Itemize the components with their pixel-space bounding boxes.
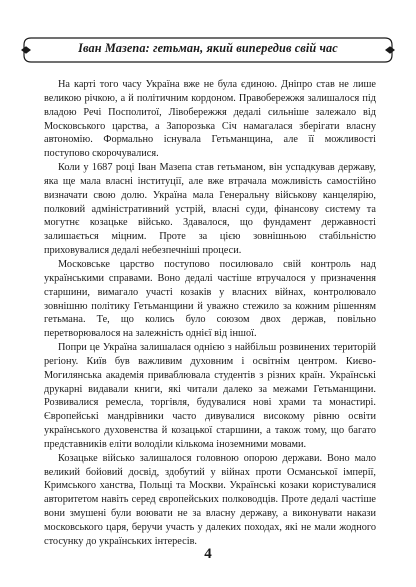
paragraph-3: Московське царство поступово посилювало свій контроль над українськими справами. Воно дедалі частіше втручалося у призначення старшини, вимагало участі козаків у власних війнах, контролювало зовнішню політику Гетьманщини й уважно стежило за кожним рішенням гетьмана. Те, що колись було союзом двох держав, повільно перетворювалося на залежність однієї від іншої. xyxy=(44,258,376,340)
paragraph-2: Коли у 1687 році Іван Мазепа став гетьманом, він успадкував державу, яка ще мала власні інституції, але вже втрачала можливість самостійно визначати свою долю. Україна мала Генеральну військову канцелярію, полковий адміністративний устрій, власні суди, фінансову систему та могутнє козацьке військо. Здавалося, що фундамент державності залишається міцним. Проте за цією зовнішньою стабільністю приховувалися дедалі небезпечніші процеси. xyxy=(44,162,376,257)
header-title: Іван Мазепа: гетьман, який випередив свій час xyxy=(78,41,338,55)
paragraph-1: На карті того часу Україна вже не була єдиною. Дніпро став не лише великою річкою, а й політичним кордоном. Правобережжя залишалося під владою Речі Посполитої, Лівобережжя дедалі сильніше залежало від Московського царства, а Запорозька Січ намагалася зберігати власну автономію. Формально існувала Гетьманщина, але її можливості поступово скорочувалися. xyxy=(44,79,376,160)
page-number: 4 xyxy=(204,546,212,562)
paragraph-4: Попри це Україна залишалася однією з найбільш розвинених територій регіону. Київ був важливим духовним і освітнім центром. Києво-Могилянська академія приваблювала студентів з різних країн. Українські друкарні видавали книги, які читали далеко за межами Гетьманщини. Розвивалися ремесла, торгівля, будувалися нові храми та монастирі. Європейські мандрівники часто дивувалися високому рівню освіти українського духовенства й козацької старшини, а також тому, що багато представників еліти володіли кількома іноземними мовами. xyxy=(44,342,376,450)
running-header xyxy=(21,35,395,65)
body-text xyxy=(44,78,376,549)
paragraph-5: Козацьке військо залишалося головною опорою держави. Воно мало великий бойовий досвід, здобутий у війнах проти Османської імперії, Кримського ханства, Польщі та Москви. Українські козаки користувалися авторитетом навіть серед європейських полководців. Проте дедалі частіше вони змушені були воювати не за власну державу, а виконувати накази московського царя, беручи участь у далеких походах, які не мали жодного стосунку до українських інтересів. xyxy=(44,452,376,547)
